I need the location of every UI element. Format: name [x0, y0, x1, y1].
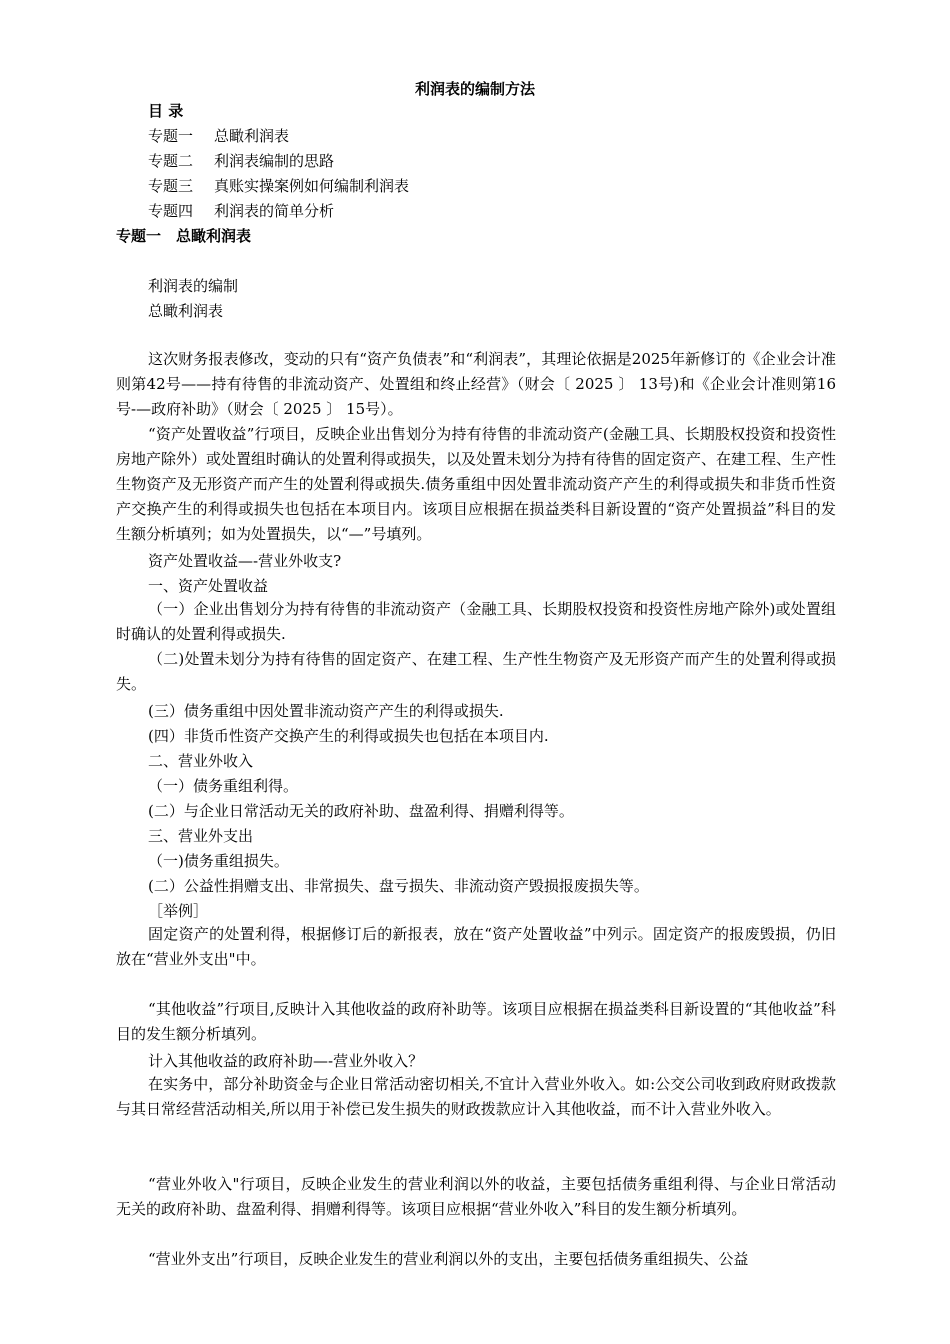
list-heading: 一、资产处置收益 [148, 577, 269, 595]
question-line: 计入其他收益的政府补助—-营业外收入？ [148, 1052, 424, 1070]
toc-item [148, 151, 334, 171]
toc-item-number: 专题四 [148, 202, 194, 220]
toc-item-text: 利润表编制的思路 [214, 152, 335, 170]
list-item: (二）与企业日常活动无关的政府补助、盘盈利得、捐赠利得等。 [148, 802, 574, 820]
list-item: （一)债务重组损失。 [148, 852, 289, 870]
paragraph: “营业外收入"行项目，反映企业发生的营业利润以外的收益，主要包括债务重组利得、与企业日常活动无关的政府补助、盘盈利得、捐赠利得等。该项目应根据“营业外收入”科目的发生额分析填列。 [116, 1175, 836, 1218]
subheading: 利润表的编制 [148, 277, 239, 295]
list-item: （一）债务重组利得。 [148, 777, 299, 795]
toc-label: 目 录 [148, 102, 184, 120]
toc-item-number: 专题三 [148, 177, 194, 195]
list-item: (三）债务重组中因处置非流动资产产生的利得或损失. [148, 702, 504, 720]
example-label: ［举例］ [148, 902, 209, 920]
toc-item [148, 201, 334, 221]
section-heading: 专题一 总瞰利润表 [116, 227, 252, 245]
toc-item-text: 真账实操案例如何编制利润表 [214, 177, 410, 195]
toc-item-text: 利润表的简单分析 [214, 202, 335, 220]
toc-item [148, 126, 289, 146]
toc-item-number: 专题一 [148, 127, 194, 145]
paragraph: 这次财务报表修改，变动的只有“资产负债表”和“利润表”，其理论依据是2025年新修订的《企业会计准则第42号——持有待售的非流动资产、处置组和终止经营》（财会〔 2025 〕 13号)和《企业会计准则第16号-—政府补助》（财会〔 2025 〕 15号）。 [116, 350, 836, 418]
list-item: (二）公益性捐赠支出、非常损失、盘亏损失、非流动资产毁损报废损失等。 [148, 877, 649, 895]
paragraph: “其他收益”行项目,反映计入其他收益的政府补助等。该项目应根据在损益类科目新设置的“其他收益”科目的发生额分析填列。 [116, 1000, 836, 1043]
toc-item [148, 176, 409, 196]
subheading: 总瞰利润表 [148, 302, 224, 320]
list-heading: 三、营业外支出 [148, 827, 254, 845]
paragraph: “营业外支出”行项目，反映企业发生的营业利润以外的支出，主要包括债务重组损失、公益 [148, 1250, 749, 1268]
paragraph: 在实务中，部分补助资金与企业日常活动密切相关,不宜计入营业外收入。如:公交公司收到政府财政拨款与其日常经营活动相关,所以用于补偿已发生损失的财政拨款应计入其他收益，而不计入营业外收入。 [116, 1075, 836, 1118]
question-line: 资产处置收益—-营业外收支? [148, 552, 342, 570]
toc-item-text: 总瞰利润表 [214, 127, 290, 145]
list-item: (四）非货币性资产交换产生的利得或损失也包括在本项目内. [148, 727, 549, 745]
paragraph: （二)处置未划分为持有待售的固定资产、在建工程、生产性生物资产及无形资产而产生的处置利得或损失。 [116, 650, 836, 693]
document-title: 利润表的编制方法 [414, 80, 535, 98]
paragraph: “资产处置收益”行项目，反映企业出售划分为持有待售的非流动资产(金融工具、长期股权投资和投资性房地产除外）或处置组时确认的处置利得或损失，以及处置未划分为持有待售的固定资产、在建工程、生产性生物资产及无形资产而产生的处置利得或损失.债务重组中因处置非流动资产产生的利得或损失和非货币性资产交换产生的利得或损失也包括在本项目内。该项目应根据在损益类科目新设置的“资产处置损益”科目的发生额分析填列；如为处置损失，以“—”号填列。 [116, 425, 837, 543]
toc-item-number: 专题二 [148, 152, 194, 170]
list-heading: 二、营业外收入 [148, 752, 254, 770]
paragraph: （一）企业出售划分为持有待售的非流动资产（金融工具、长期股权投资和投资性房地产除外)或处置组时确认的处置利得或损失. [116, 600, 836, 643]
paragraph: 固定资产的处置利得，根据修订后的新报表，放在“资产处置收益”中列示。固定资产的报废毁损，仍旧放在“营业外支出"中。 [116, 925, 836, 968]
